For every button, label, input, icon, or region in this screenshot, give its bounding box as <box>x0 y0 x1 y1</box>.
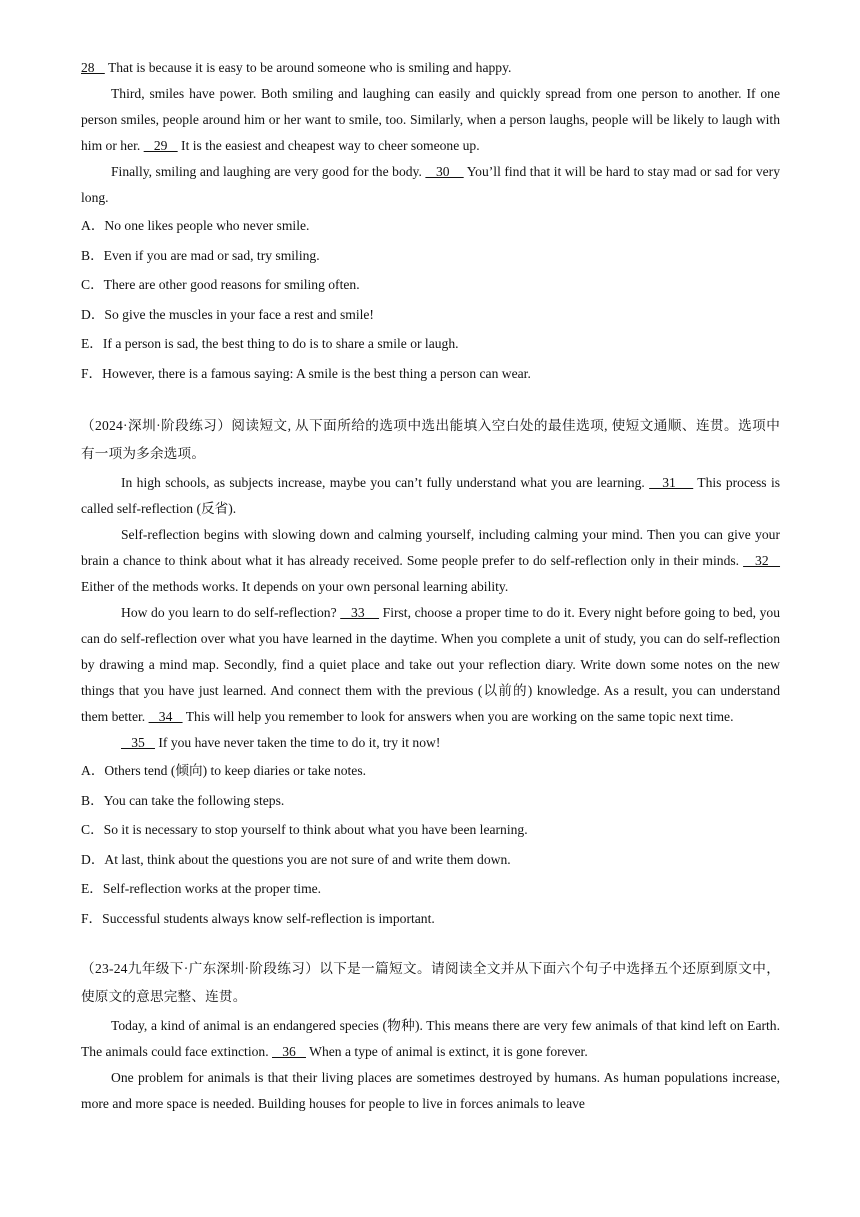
answer-blank[interactable]: 32 <box>743 553 781 568</box>
options-list <box>81 756 780 933</box>
answer-blank[interactable]: 33 <box>340 605 380 620</box>
question-instruction: （23-24九年级下·广东深圳·阶段练习）以下是一篇短文。请阅读全文并从下面六个句子中选择五个还原到原文中，使原文的意思完整、连贯。 <box>81 961 780 1004</box>
option-c[interactable]: C．So it is necessary to stop yourself to think about what you have been learning. <box>81 822 528 837</box>
answer-blank[interactable]: 35 <box>121 735 155 750</box>
paragraph: Third, smiles have power. Both smiling and laughing can easily and quickly spread from one person to another. If one person smiles, people around him or her want to smile, too. Similarly, when a person laughs, people will be likely to laugh with him or her. 29 It is the easiest and cheapest way to cheer someone up. <box>81 86 780 153</box>
answer-blank[interactable]: 28 <box>81 60 105 75</box>
paragraph: Finally, smiling and laughing are very good for the body. 30 You’ll find that it will be hard to stay mad or sad for very long. <box>81 164 780 205</box>
paragraph: 35 If you have never taken the time to do it, try it now! <box>121 735 441 750</box>
paragraph: In high schools, as subjects increase, maybe you can’t fully understand what you are learning. 31 This process is called self-reflection (反省). <box>81 475 781 516</box>
answer-blank[interactable]: 30 <box>425 164 464 179</box>
paragraph: How do you learn to do self-reflection? 33 First, choose a proper time to do it. Every night before going to bed, you can do self-reflection over what you have learned in the daytime. When you complete a unit of study, you can do self-reflection by drawing a mind map. Secondly, find a quiet place and take out your reflection diary. Write down some notes on the new things that you have just learned. And connect them with the previous (以前的) knowledge. As a result, you can understand them better. 34 This will help you remember to look for answers when you are working on the same topic next time. <box>81 605 781 724</box>
option-f[interactable]: F．However, there is a famous saying: A smile is the best thing a person can wear. <box>81 365 531 381</box>
paragraph: 28 That is because it is easy to be around someone who is smiling and happy. <box>81 60 512 75</box>
answer-blank[interactable]: 34 <box>148 709 183 724</box>
option-e[interactable]: E．If a person is sad, the best thing to do is to share a smile or laugh. <box>81 336 459 351</box>
options-list <box>81 211 780 388</box>
option-c[interactable]: C．There are other good reasons for smiling often. <box>81 277 360 292</box>
option-a[interactable]: A．No one likes people who never smile. <box>81 218 310 233</box>
answer-blank[interactable]: 29 <box>143 138 178 153</box>
option-d[interactable]: D．At last, think about the questions you are not sure of and write them down. <box>81 851 511 867</box>
question-instruction: （2024·深圳·阶段练习）阅读短文, 从下面所给的选项中选出能填入空白处的最佳选项, 使短文通顺、连贯。选项中有一项为多余选项。 <box>81 418 780 461</box>
passage-1 <box>81 55 780 388</box>
paragraph: One problem for animals is that their living places are sometimes destroyed by humans. As human populations increase, more and more space is needed. Building houses for people to live in forces animals to leave <box>81 1070 780 1111</box>
option-b[interactable]: B．Even if you are mad or sad, try smiling. <box>81 247 320 263</box>
option-e[interactable]: E．Self-reflection works at the proper time. <box>81 881 322 896</box>
passage-3 <box>81 955 780 1117</box>
answer-blank[interactable]: 31 <box>649 475 694 490</box>
passage-2 <box>81 412 780 933</box>
option-b[interactable]: B．You can take the following steps. <box>81 792 285 808</box>
answer-blank[interactable]: 36 <box>272 1044 306 1059</box>
paragraph: Self-reflection begins with slowing down and calming yourself, including calming your mind. Then you can give your brain a chance to think about what it has already received. Some people prefer to do self-reflection only in their minds. 32 Either of the methods works. It depends on your own personal learning ability. <box>81 527 781 594</box>
option-a[interactable]: A．Others tend (倾向) to keep diaries or take notes. <box>81 763 367 778</box>
document-page <box>81 0 780 1117</box>
paragraph: Today, a kind of animal is an endangered species (物种). This means there are very few animals of that kind left on Earth. The animals could face extinction. 36 When a type of animal is extinct, it is gone forever. <box>81 1018 780 1059</box>
option-f[interactable]: F．Successful students always know self-reflection is important. <box>81 910 435 926</box>
option-d[interactable]: D．So give the muscles in your face a rest and smile! <box>81 306 374 322</box>
